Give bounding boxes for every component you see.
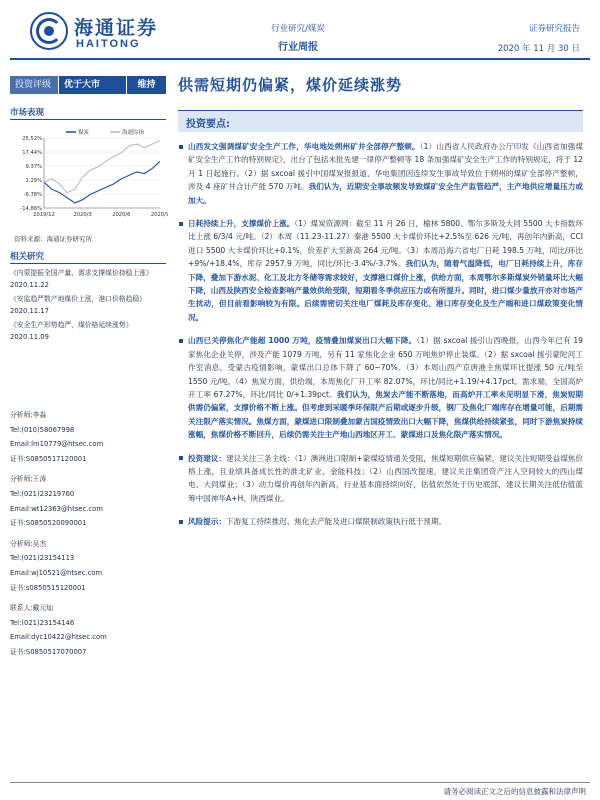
chart-source: 资料来源：海通证券研究所 <box>14 235 92 243</box>
key-point-paragraph <box>178 515 583 528</box>
analyst-name: 分析师:王涛 <box>10 475 47 484</box>
market-divider <box>10 119 166 120</box>
header-divider <box>10 58 590 60</box>
report-date: 2020 年 11 月 30 日 <box>497 44 580 54</box>
paragraph-headline: 投资建议： <box>188 453 226 463</box>
analyst-tel: Tel:(021)23154146 <box>10 618 75 627</box>
analyst-tel: Tel:(021)23219760 <box>10 489 75 498</box>
analyst-cert: 证书:S0850520090001 <box>10 519 87 528</box>
legend-label: 海通综指 <box>122 130 145 136</box>
related-item[interactable]: 《安全生产形势趋严，煤价格延续涨势》2020.11.09 <box>10 321 133 341</box>
paragraph-emphasis: 我们认为，近期安全事故频发导致煤矿安全生产监管趋严，主产地供应增量压力或加大。 <box>188 182 584 205</box>
y-tick-label: -6.78% <box>23 192 42 198</box>
analyst-list <box>10 408 168 660</box>
analyst-name: 分析师:吴杰 <box>10 539 47 548</box>
legend-label: 煤炭 <box>78 130 90 136</box>
paragraph-body: （1）据 sxcoal 援引山西晚报，山西今年已有 19 家焦化企业关停，涉及产能 1079 万吨，另有 11 家焦化企业 650 万吨焦炉停止装煤。（2）据 sxcoal 援引蒙陀河工作室消息，受蒙古疫情影响，蒙煤出口总体下降了 60~70%。（3）本周山西产京唐港主焦煤环比提涨 50 元/吨至 1550 元/吨。（4）焦炭方面，供给端，本周焦化厂开工率 82.07%，环比/同比+1.19/+4.17pct。需求端，全国高炉开工率 67.27%，环比/同比 0/+1.39pct。 <box>188 336 583 399</box>
paragraph-emphasis: 我们认为，焦炭去产能不断落地，而高炉开工率未见明显下滑，焦炭短期供需仍偏紧，支撑价格不断上涨。但考虑到采暖季环保限产后期或逐步升级，钢厂及焦化厂端库存在增量可能，后期需关注限产落实情况。焦煤方面，蒙煤进口限制叠加蒙古国疫情致出口大幅下降，焦煤供给持续紧张，同时下游焦炭持续涨幅，焦煤价格不断回升，后续仍需关注主产地山西地区开工、蒙煤进口及焦化限产落实情况。 <box>188 389 583 440</box>
key-points-content <box>178 140 583 529</box>
rating-label: 投资评级 <box>10 76 58 94</box>
report-category: 行业研究/煤炭 <box>271 24 325 34</box>
series-line <box>44 161 160 203</box>
report-type: 证券研究报告 <box>528 24 580 34</box>
analyst-cert: 证书:s0850515120001 <box>10 583 86 592</box>
market-performance-chart <box>10 126 168 226</box>
logo-english: HAITONG <box>76 38 141 50</box>
y-tick-label: -14.86% <box>20 206 42 212</box>
y-tick-label: 1.29% <box>25 178 42 184</box>
analyst-name: 联系人:戴元灿 <box>10 604 54 613</box>
footer-disclaimer: 请务必阅读正文之后的信息披露和法律声明 <box>443 787 586 796</box>
footer-divider <box>10 782 590 783</box>
rating-action: 维持 <box>126 76 166 94</box>
related-item[interactable]: 《安监趋严数产地煤价上涨，港口价格趋稳》2020.11.17 <box>10 295 146 315</box>
x-tick-label: 2020/9 <box>150 212 168 218</box>
page-title: 供需短期仍偏紧，煤价延续涨势 <box>178 76 403 94</box>
paragraph-headline: 山西已关停焦化产能超 1000 万吨，疫情叠加煤炭出口大幅下降。 <box>188 336 417 346</box>
paragraph-headline: 日耗持续上升，支撑煤价上涨。 <box>188 219 295 229</box>
key-point-paragraph <box>178 452 583 506</box>
y-tick-label: 17.44% <box>22 150 42 156</box>
key-point-paragraph <box>178 334 583 441</box>
market-heading: 市场表现 <box>10 108 45 118</box>
x-tick-label: 2019/12 <box>33 212 55 218</box>
related-research-list <box>10 268 168 346</box>
key-point-paragraph <box>178 140 583 207</box>
x-tick-label: 2020/3 <box>73 212 92 218</box>
x-tick-label: 2020/6 <box>112 212 131 218</box>
analyst-email[interactable]: Email:wj10521@htsec.com <box>10 568 103 577</box>
series-line <box>44 141 160 193</box>
y-tick-label: 9.37% <box>25 164 42 170</box>
paragraph-body: 下游复工持续推迟、焦化去产能及进口煤限制政策执行低于预期。 <box>225 517 447 527</box>
analyst-tel: Tel:(010)58067998 <box>10 425 75 434</box>
haitong-logo-icon <box>30 12 68 50</box>
paragraph-emphasis: 我们认为，随着气温降低，电厂日耗持续上升，库存下降，叠加下游水泥、化工及北方冬储等需求较好，支撑港口煤价上涨，供给方面，本周鄂尔多斯煤炭外销量环比大幅下降，山西及陕西安全检查影响产量效供给受限，短期看冬季供应压力或有所提升。同时，进口煤少量放开亦对市场产生扰动，但目前看影响较为有限。后续需密切关注电厂煤耗及库存变化、港口库存变化及生产端和进口煤政策变化情况。 <box>188 259 583 322</box>
related-divider <box>10 263 166 264</box>
key-points-header <box>178 110 583 132</box>
y-tick-label: 25.52% <box>22 136 42 142</box>
analyst-cert: 证书:S0850517120001 <box>10 454 87 463</box>
paragraph-headline: 山西发文强调煤矿安全生产工作，华电地处朔州矿井全部停产整顿。 <box>188 142 420 151</box>
paragraph-headline: 风险提示： <box>188 517 226 527</box>
rating-value: 优于大市 <box>58 76 126 94</box>
analyst-name: 分析师:李淼 <box>10 411 47 419</box>
analyst-email[interactable]: Email:wt12363@htsec.com <box>10 504 103 513</box>
related-heading: 相关研究 <box>10 252 45 262</box>
logo-chinese: 海通证券 <box>74 17 159 39</box>
analyst-email[interactable]: Email:dyc10422@htsec.com <box>10 633 107 642</box>
market-chart-svg <box>10 126 168 226</box>
analyst-cert: 证书:S0850517070007 <box>10 647 87 656</box>
investment-rating <box>10 76 166 94</box>
related-item[interactable]: 《内蒙提振全国产量，需求支撑煤价持稳上涨》2020.11.22 <box>10 269 153 289</box>
paragraph-body: （1）山西省人民政府办公厅印发《山西省加强煤矿安全生产工作的特别规定》，出台了包括未批先建一律停产整顿等 18 条加强煤矿安全生产工作的特别规定，将于 12 月 1 日起施行。（2）据 sxcoal 援引中国煤炭报报道，华电集团因连续发生事故导致位于朔州的煤矿全部停产整顿，涉及 4 座矿井合计产能 570 万吨。 <box>188 142 584 192</box>
analyst-email[interactable]: Email:lm10779@htsec.com <box>10 440 104 449</box>
analyst-tel: Tel:(021)23154113 <box>10 554 75 563</box>
key-point-paragraph <box>178 217 583 324</box>
key-points-heading: 投资要点: <box>186 119 230 130</box>
report-subcategory: 行业周报 <box>278 42 318 53</box>
paragraph-body: （1）煤炭资源网：截至 11 月 26 日，榆林 5800、鄂尔多斯及大同 5500 大卡指数环比上涨 6/3/4 元/吨。（2）本周（11.23-11.27）秦港 5500 大卡煤价环比+2.5%至 626 元/吨，再创年内新高，CCI 进口 5500 大卡煤价环比+0.1%，价差扩大至新高 264 元/吨。（3）本周沿海六省电厂日耗 198.5 万吨，同比/环比+9%/+18.4%，库存 2957.9 万吨，同比/环比-3.4%/-3.7%。 <box>188 219 583 269</box>
paragraph-body: 建议关注三条主线：（1）澳洲进口限制+蒙煤疫情通关受阻，焦煤短期供应偏紧，建议关注短期受益煤焦价格上涨，且业绩具备成长性的淮北矿业、金能科技；（2）山西国改提速，建议关注集团资产注入空间较大的西山煤电、大同煤业；（3）动力煤价再创年内新高，行业基本面持续向好，估值依然处于历史底部，建议长期关注低估值蓝筹中国神华A+H、陕西煤业。 <box>188 453 583 503</box>
